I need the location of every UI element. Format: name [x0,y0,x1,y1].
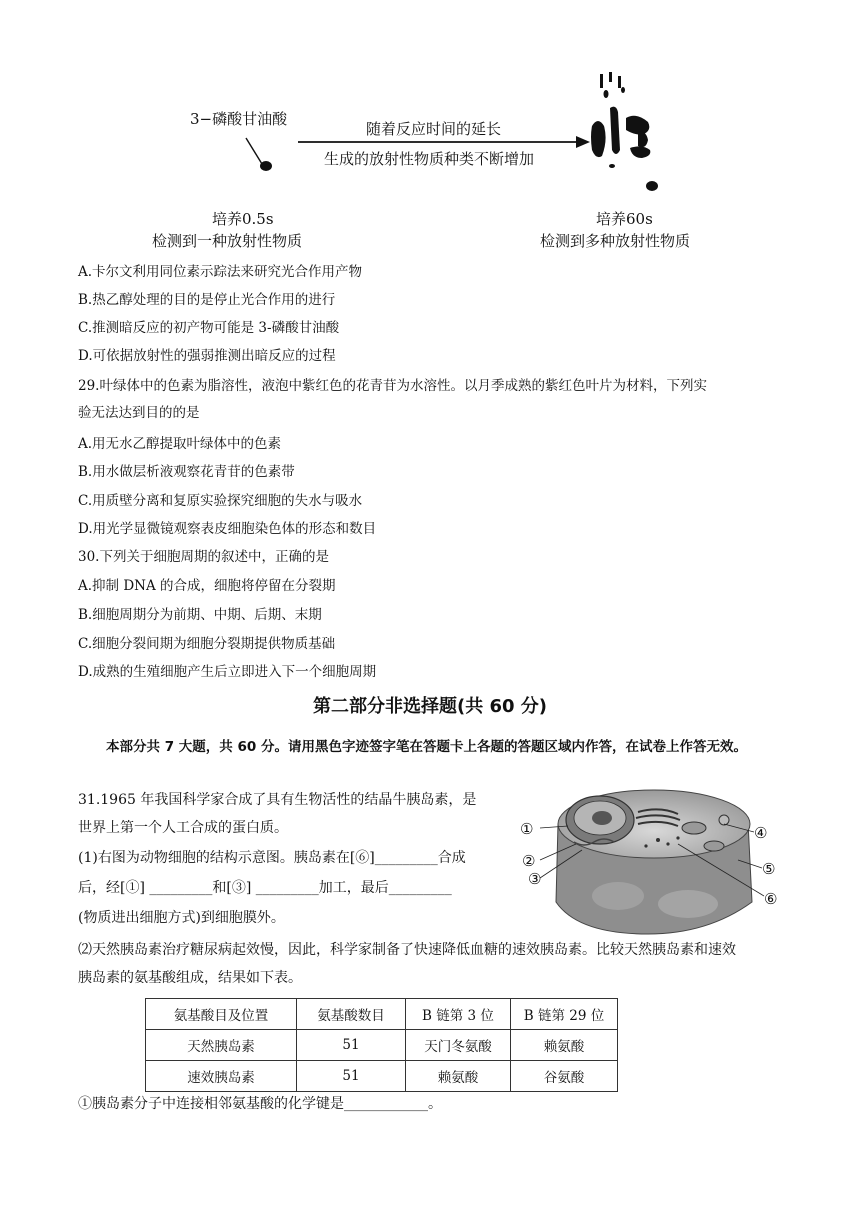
q28-option-a: A.卡尔文利用同位素示踪法来研究光合作用产物 [78,264,363,280]
part2-instructions: 本部分共 7 大题，共 60 分。请用黑色字迹签字笔在答题卡上各题的答题区域内作答，在试卷上作答无效。 [106,739,747,755]
table-cell: 天然胰岛素 [146,1030,297,1061]
q31-part1-line2: 后，经[①] _________和[③] _________加工，最后_________ [78,880,452,896]
q28-option-d: D.可依据放射性的强弱推测出暗反应的过程 [78,348,336,364]
left-caption-result: 检测到一种放射性物质 [152,232,303,250]
q31-part2-line2: 胰岛素的氨基酸组成，结果如下表。 [78,970,302,986]
calvin-experiment-figure [152,68,708,248]
arrow-label-bottom: 生成的放射性物质种类不断增加 [324,150,535,168]
cell-label-5: ⑤ [762,860,776,878]
table-cell: 速效胰岛素 [146,1061,297,1092]
q30-stem: 30.下列关于细胞周期的叙述中，正确的是 [78,549,329,565]
q28-option-c: C.推测暗反应的初产物可能是 3-磷酸甘油酸 [78,320,340,336]
q31-part2-line1: ⑵天然胰岛素治疗糖尿病起效慢，因此，科学家制备了快速降低血糖的速效胰岛素。比较天然胰岛素和速效 [78,942,736,958]
table-cell: 51 [297,1030,406,1061]
table-header-cell: 氨基酸数目 [297,999,406,1030]
q31-part1-line3: (物质进出细胞方式)到细胞膜外。 [78,910,285,926]
q31-part1-line1: (1)右图为动物细胞的结构示意图。胰岛素在[⑥]_________合成 [78,850,466,866]
q29-option-c: C.用质壁分离和复原实验探究细胞的失水与吸水 [78,493,363,509]
q30-option-b: B.细胞周期分为前期、中期、后期、末期 [78,607,322,623]
multiple-spots [591,72,658,191]
q28-option-b: B.热乙醇处理的目的是停止光合作用的进行 [78,292,336,308]
insulin-comparison-table [145,998,618,1092]
q29-stem-line1: 29.叶绿体中的色素为脂溶性，液泡中紫红色的花青苷为水溶性。以月季成熟的紫红色叶片为材料，下列实 [78,378,707,394]
q30-option-c: C.细胞分裂间期为细胞分裂期提供物质基础 [78,636,336,652]
left-caption-time: 培养0.5s [212,210,274,228]
table-header-cell: B 链第 29 位 [511,999,618,1030]
table-row [146,1030,618,1061]
cell-illustration [518,784,784,936]
cell-label-4: ④ [754,824,768,842]
single-spot [260,161,272,171]
q29-option-a: A.用无水乙醇提取叶绿体中的色素 [78,436,282,452]
table-cell: 赖氨酸 [406,1061,511,1092]
cell-label-2: ② [522,852,536,870]
cell-label-3: ③ [528,870,542,888]
q30-option-d: D.成熟的生殖细胞产生后立即进入下一个细胞周期 [78,664,377,680]
right-caption-result: 检测到多种放射性物质 [540,232,691,250]
right-caption-time: 培养60s [596,210,653,228]
cell-label-6: ⑥ [764,890,778,908]
arrow-head [576,136,590,148]
table-cell: 赖氨酸 [511,1030,618,1061]
table-cell: 谷氨酸 [511,1061,618,1092]
table-header-row [146,999,618,1030]
table-header-cell: B 链第 3 位 [406,999,511,1030]
table-row [146,1061,618,1092]
q29-option-b: B.用水做层析液观察花青苷的色素带 [78,464,295,480]
animal-cell-diagram [518,784,784,936]
table-cell: 51 [297,1061,406,1092]
table-cell: 天门冬氨酸 [406,1030,511,1061]
q31-part2-sub1: ①胰岛素分子中连接相邻氨基酸的化学键是____________。 [78,1096,442,1112]
q29-option-d: D.用光学显微镜观察表皮细胞染色体的形态和数目 [78,521,377,537]
q31-line2: 世界上第一个人工合成的蛋白质。 [78,820,288,836]
arrow-label-top: 随着反应时间的延长 [366,120,502,138]
q29-stem-line2: 验无法达到目的的是 [78,405,200,421]
substance-label: 3−磷酸甘油酸 [190,110,288,128]
table-header-cell: 氨基酸目及位置 [146,999,297,1030]
cell-label-1: ① [520,820,534,838]
q31-line1: 31.1965 年我国科学家合成了具有生物活性的结晶牛胰岛素，是 [78,792,477,808]
q30-option-a: A.抑制 DNA 的合成，细胞将停留在分裂期 [78,578,336,594]
pointer-line [246,138,262,164]
part2-title: 第二部分非选择题(共 60 分) [312,696,548,717]
